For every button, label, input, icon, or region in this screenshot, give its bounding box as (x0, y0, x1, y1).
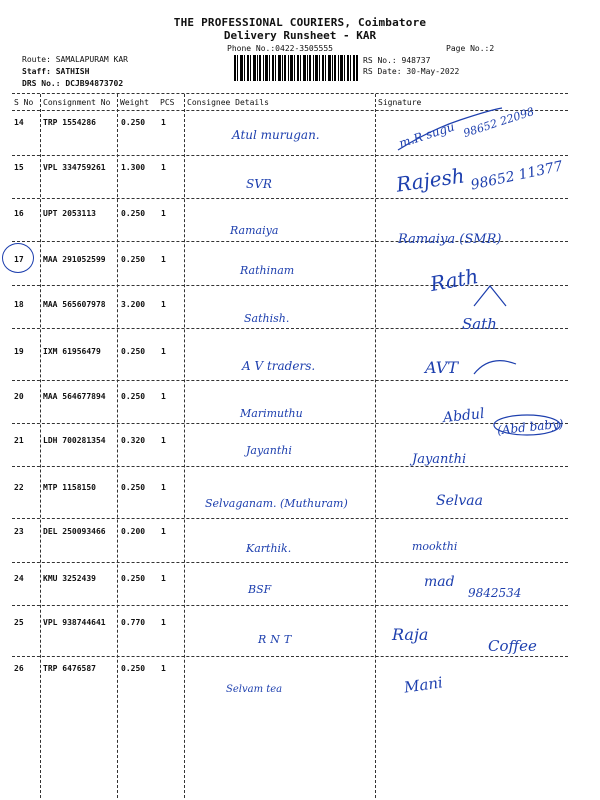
row-consignment: KMU 3252439 (43, 574, 96, 583)
consignee-handwriting: Karthik. (246, 542, 292, 555)
route-label: Route: SAMALAPURAM KAR (22, 55, 128, 64)
signature-handwriting: Sath (462, 315, 497, 333)
signature-note: 98652 11377 (469, 158, 565, 194)
signature-handwriting: m.R sugu (397, 119, 457, 151)
page-number: Page No.:2 (446, 44, 495, 53)
row-pcs: 1 (161, 118, 166, 127)
drs-number: DRS No.: DCJB94873702 (22, 79, 124, 88)
row-weight: 0.250 (121, 118, 146, 127)
row-sno: 22 (14, 483, 24, 492)
signature-note: Coffee (488, 637, 537, 655)
consignee-handwriting: Rathinam (240, 264, 295, 277)
row-sno: 23 (14, 527, 24, 536)
col-divider (40, 94, 41, 798)
row-rule (12, 466, 568, 467)
row-rule (12, 605, 568, 606)
consignee-handwriting: Selvam tea (226, 684, 283, 695)
row-consignment: VPL 938744641 (43, 618, 106, 627)
signature-scribble (492, 412, 565, 438)
consignee-handwriting: BSF (248, 583, 272, 596)
row-sno: 18 (14, 300, 24, 309)
row-consignment: TRP 6476587 (43, 664, 96, 673)
consignee-handwriting: Jayanthi (246, 444, 292, 457)
row-weight: 0.200 (121, 527, 146, 536)
signature-note: 98652 22098 (461, 104, 536, 141)
signature-handwriting: mad (424, 574, 455, 590)
row-pcs: 1 (161, 392, 166, 401)
signature-note: 9842534 (468, 586, 522, 600)
row-weight: 0.250 (121, 392, 146, 401)
signature-handwriting: AVT (425, 358, 458, 377)
row-consignment: MAA 564677894 (43, 392, 106, 401)
table-top-rule (12, 93, 568, 94)
signature-handwriting: Raja (392, 625, 429, 644)
signature-handwriting: Rajesh (394, 163, 466, 197)
col-divider (117, 94, 118, 798)
row-sno: 24 (14, 574, 24, 583)
row-sno: 25 (14, 618, 24, 627)
signature-handwriting: Selvaa (436, 493, 483, 509)
row-weight: 3.200 (121, 300, 146, 309)
col-header-weight: Weight (120, 98, 149, 107)
signature-scribble (470, 350, 520, 380)
consignee-handwriting: Marimuthu (240, 407, 303, 420)
col-header-consignee: Consignee Details (187, 98, 269, 107)
consignee-handwriting: Selvaganam. (Muthuram) (205, 497, 348, 510)
staff-label: Staff: SATHISH (22, 67, 90, 76)
row-weight: 0.250 (121, 209, 146, 218)
row-pcs: 1 (161, 209, 166, 218)
row-consignment: VPL 334759261 (43, 163, 106, 172)
consignee-handwriting: A V traders. (242, 359, 316, 373)
signature-handwriting: Rath (428, 263, 481, 297)
document-title: Delivery Runsheet - KAR (223, 29, 377, 42)
row-sno: 21 (14, 436, 24, 445)
row-weight: 0.250 (121, 664, 146, 673)
signature-handwriting: mookthi (412, 540, 458, 553)
row-weight: 0.250 (121, 255, 146, 264)
row-weight: 0.250 (121, 483, 146, 492)
row-rule (12, 198, 568, 199)
row-weight: 0.770 (121, 618, 146, 627)
row-sno: 15 (14, 163, 24, 172)
col-header-consignment: Consignment No (43, 98, 111, 107)
row-consignment: IXM 61956479 (43, 347, 101, 356)
row-pcs: 1 (161, 163, 166, 172)
consignee-handwriting: RNT (258, 633, 296, 646)
row-weight: 0.250 (121, 574, 146, 583)
phone-number: Phone No.:0422-3505555 (227, 44, 333, 53)
row-consignment: TRP 1554286 (43, 118, 96, 127)
company-title: THE PROFESSIONAL COURIERS, Coimbatore (173, 16, 427, 29)
row-consignment: UPT 2053113 (43, 209, 96, 218)
consignee-handwriting: SVR (246, 177, 272, 191)
row-rule (12, 423, 568, 424)
row-consignment: MTP 1158150 (43, 483, 96, 492)
consignee-handwriting: Sathish. (244, 312, 290, 325)
col-header-sno: S No (14, 98, 34, 107)
signature-handwriting: Mani (402, 673, 444, 697)
row-pcs: 1 (161, 527, 166, 536)
row-pcs: 1 (161, 300, 166, 309)
consignee-handwriting: Atul murugan. (232, 128, 320, 142)
row-pcs: 1 (161, 664, 166, 673)
row-sno: 20 (14, 392, 24, 401)
row-weight: 1.300 (121, 163, 146, 172)
signature-handwriting: Abdul (442, 405, 486, 427)
row-weight: 0.320 (121, 436, 146, 445)
row-pcs: 1 (161, 618, 166, 627)
col-header-signature: Signature (378, 98, 422, 107)
row-sno: 16 (14, 209, 24, 218)
row-weight: 0.250 (121, 347, 146, 356)
row-rule (12, 518, 568, 519)
signature-scribble (390, 100, 510, 160)
row-consignment: LDH 700281354 (43, 436, 106, 445)
row-consignment: DEL 250093466 (43, 527, 106, 536)
row-pcs: 1 (161, 574, 166, 583)
row-sno: 14 (14, 118, 24, 127)
row-consignment: MAA 565607978 (43, 300, 106, 309)
consignee-handwriting: Ramaiya (230, 224, 279, 237)
signature-scribble (470, 280, 510, 310)
row-rule (12, 380, 568, 381)
rs-number: RS No.: 948737 (363, 56, 431, 65)
row-rule (12, 656, 568, 657)
barcode-image (234, 55, 358, 81)
row-rule (12, 562, 568, 563)
row-pcs: 1 (161, 436, 166, 445)
signature-note: (Abd baby) (496, 416, 565, 438)
row-sno: 17 (14, 255, 24, 264)
signature-handwriting: Ramaiya (SMR) (398, 232, 502, 247)
row-consignment: MAA 291052599 (43, 255, 106, 264)
col-divider (375, 94, 376, 798)
col-divider (184, 94, 185, 798)
row-pcs: 1 (161, 255, 166, 264)
row-sno: 26 (14, 664, 24, 673)
signature-handwriting: Jayanthi (412, 452, 467, 467)
rs-date: RS Date: 30-May-2022 (363, 67, 460, 76)
row-pcs: 1 (161, 483, 166, 492)
row-pcs: 1 (161, 347, 166, 356)
col-header-pcs: PCS (160, 98, 175, 107)
row-sno: 19 (14, 347, 24, 356)
